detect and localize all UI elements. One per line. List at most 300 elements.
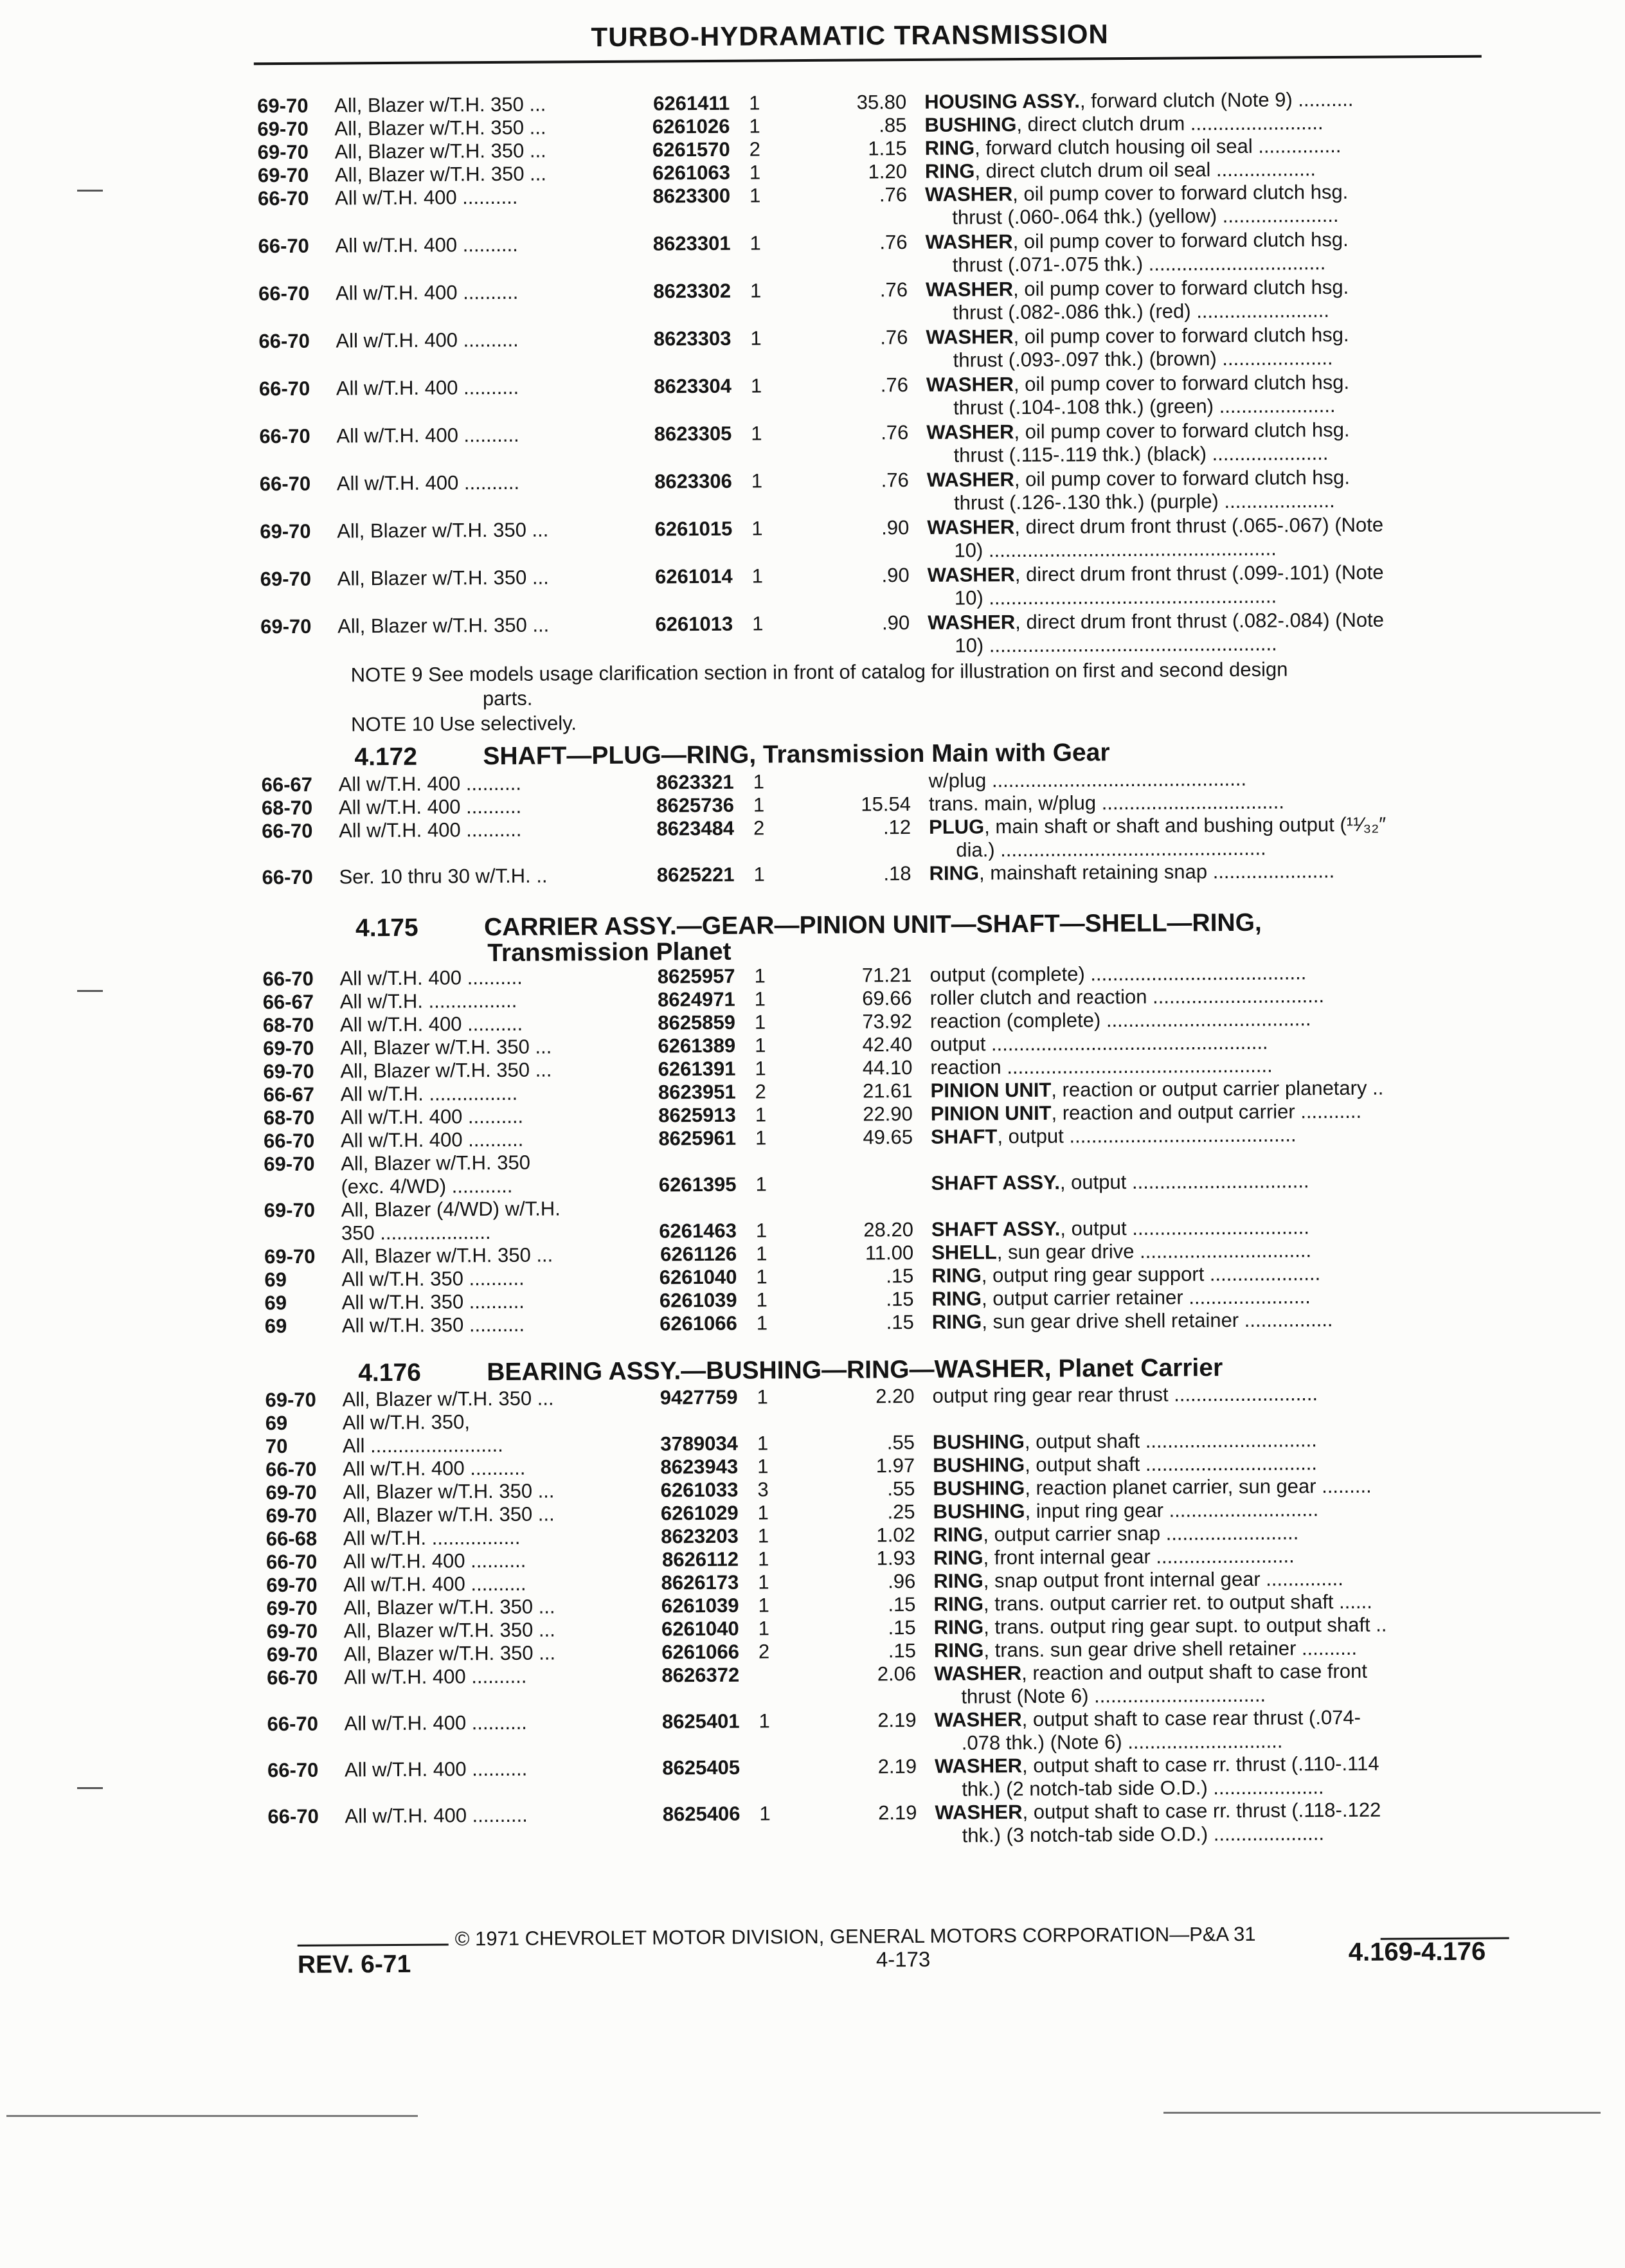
model-application: All, Blazer w/T.H. 350 ... <box>334 116 546 141</box>
part-number: 8623303 <box>628 327 731 351</box>
part-name: WASHER <box>925 183 1012 206</box>
quantity: 1 <box>751 517 762 540</box>
model-years: 66-70 <box>265 1458 317 1481</box>
part-detail: , direct clutch drum oil seal .................. <box>974 158 1316 182</box>
part-detail: , reaction and output carrier ........... <box>1051 1100 1361 1124</box>
quantity: 1 <box>757 1455 768 1478</box>
part-description <box>925 134 1342 160</box>
section-title: CARRIER ASSY.—GEAR—PINION UNIT—SHAFT—SHELL—RING, <box>484 909 1262 941</box>
parts-row <box>0 274 1620 309</box>
model-years: 66-70 <box>259 377 310 401</box>
part-number: 6261463 <box>634 1220 737 1243</box>
model-years: 66-70 <box>258 187 309 210</box>
list-price: 2.20 <box>808 1385 914 1408</box>
model-years: 66-70 <box>267 1759 319 1782</box>
quantity: 2 <box>753 816 764 840</box>
part-number: 8624971 <box>633 988 735 1012</box>
part-detail: w/plug .............................................. <box>929 768 1247 792</box>
part-number: 6261570 <box>627 138 730 162</box>
quantity: 1 <box>750 279 761 302</box>
quantity: 1 <box>756 1288 767 1311</box>
part-detail: , output shaft ............................... <box>1025 1452 1317 1476</box>
part-detail: output .................................................. <box>930 1031 1268 1056</box>
part-name: WASHER <box>928 563 1015 586</box>
quantity: 1 <box>751 374 762 397</box>
model-application: All w/T.H. 350 .......... <box>341 1267 524 1292</box>
quantity: 1 <box>753 863 764 886</box>
part-name: RING <box>933 1569 983 1592</box>
part-description-cont: thrust (.071-.075 thk.) ................................ <box>953 251 1326 277</box>
list-price <box>807 1195 913 1196</box>
part-name: WASHER <box>928 611 1015 634</box>
model-application: All, Blazer w/T.H. 350 ... <box>343 1479 554 1504</box>
quantity: 1 <box>749 91 760 114</box>
part-detail: , output shaft to case rr. thrust (.118-.122 <box>1022 1799 1381 1823</box>
margin-punch-mark <box>77 1787 103 1789</box>
model-years: 66-67 <box>262 773 313 797</box>
model-years: 69-70 <box>266 1504 318 1527</box>
part-number: 6261411 <box>627 92 730 116</box>
model-application: All, Blazer w/T.H. 350 ... <box>337 518 548 543</box>
quantity: 1 <box>757 1432 768 1455</box>
quantity: 1 <box>755 987 766 1011</box>
part-description <box>928 561 1384 587</box>
quantity: 1 <box>759 1617 769 1640</box>
model-application: 350 .................... <box>341 1221 491 1245</box>
part-description <box>926 371 1349 397</box>
part-number: 6261029 <box>636 1502 739 1526</box>
part-name: HOUSING ASSY. <box>924 89 1080 113</box>
model-application: All w/T.H. ................ <box>340 989 517 1014</box>
quantity: 1 <box>756 1242 767 1265</box>
section-title: SHAFT—PLUG—RING, Transmission Main with Gear <box>483 739 1109 770</box>
quantity: 1 <box>751 469 762 492</box>
part-name: WASHER <box>925 230 1012 253</box>
list-price: 1.15 <box>801 137 907 161</box>
part-description-cont: dia.) ................................................ <box>956 837 1266 862</box>
part-description <box>926 276 1349 302</box>
section-heading-4-176 <box>358 1354 1223 1387</box>
model-years: 69-70 <box>258 164 309 187</box>
section-heading-4-175 <box>355 909 1262 943</box>
model-years: 69-70 <box>267 1620 318 1643</box>
model-years: 66-70 <box>262 968 314 991</box>
model-application: All w/T.H. 400 .......... <box>339 818 521 843</box>
model-years: 66-70 <box>260 473 311 496</box>
model-years: 68-70 <box>264 1106 315 1130</box>
model-application: All, Blazer w/T.H. 350 ... <box>341 1243 553 1268</box>
model-years: 69 <box>265 1315 287 1338</box>
parts-row <box>0 512 1621 547</box>
revision-label: REV. 6-71 <box>298 1950 411 1979</box>
part-number: 6261066 <box>634 1312 737 1336</box>
model-application: All w/T.H. 400 .......... <box>336 376 519 401</box>
quantity: 1 <box>750 184 760 207</box>
part-description-cont: thrust (.104-.108 thk.) (green) ..................... <box>953 394 1336 420</box>
part-name: RING <box>931 1264 982 1286</box>
part-detail: trans. main, w/plug ................................. <box>929 791 1284 815</box>
part-number: 6261015 <box>629 518 732 541</box>
part-number: 8625961 <box>633 1127 736 1151</box>
part-detail: , front internal gear ......................... <box>983 1544 1294 1569</box>
model-years: 69-70 <box>260 520 311 543</box>
part-description <box>931 1239 1311 1264</box>
part-name: PINION UNIT <box>931 1079 1052 1102</box>
part-name: RING <box>934 1639 984 1661</box>
part-description <box>934 1637 1357 1662</box>
list-price: .76 <box>801 231 907 255</box>
part-description <box>933 1544 1295 1569</box>
list-price: 69.66 <box>806 987 912 1011</box>
quantity: 1 <box>756 1219 767 1242</box>
model-years: 69 <box>265 1412 288 1435</box>
section-heading-4-172 <box>354 739 1109 771</box>
part-description <box>924 111 1323 137</box>
quantity: 1 <box>758 1501 769 1524</box>
part-description-cont: 10) .................................................... <box>955 585 1277 610</box>
quantity: 1 <box>757 1385 768 1408</box>
parts-list-4-175 <box>0 0 1618 5</box>
part-number: 8625401 <box>636 1710 739 1734</box>
part-description <box>933 1428 1317 1454</box>
part-detail: , output carrier retainer ...................... <box>982 1285 1311 1310</box>
list-price: 22.90 <box>807 1102 913 1126</box>
model-years: 69-70 <box>264 1153 315 1176</box>
model-application: All w/T.H. 400 .......... <box>337 471 519 496</box>
part-detail: , direct drum front thrust (.065-.067) (Note <box>1014 514 1383 539</box>
parts-row <box>0 858 1624 893</box>
parts-row <box>4 1797 1625 1832</box>
part-number: 8623321 <box>631 771 734 795</box>
model-application: All, Blazer w/T.H. 350 ... <box>340 1035 552 1059</box>
part-number: 8626173 <box>636 1571 739 1595</box>
part-detail: , sun gear drive shell retainer ................ <box>982 1308 1333 1333</box>
model-years: 68-70 <box>263 1014 314 1037</box>
part-description <box>934 1660 1367 1686</box>
part-detail: , input ring gear ........................... <box>1025 1498 1318 1522</box>
quantity: 1 <box>755 1173 766 1196</box>
part-description <box>929 961 1306 987</box>
part-name: WASHER <box>927 468 1014 491</box>
model-years: 69-70 <box>265 1481 317 1504</box>
quantity: 1 <box>751 422 762 445</box>
part-description <box>927 466 1350 492</box>
model-application: All w/T.H. ................ <box>341 1082 518 1106</box>
part-description <box>933 1475 1371 1500</box>
part-detail: , oil pump cover to forward clutch hsg. <box>1014 371 1349 395</box>
part-detail: , output ................................ <box>1060 1169 1309 1193</box>
list-price: 21.61 <box>807 1079 913 1103</box>
part-detail: output (complete) ....................................... <box>929 961 1306 986</box>
part-description <box>930 984 1325 1010</box>
model-years: 66-70 <box>267 1713 319 1736</box>
parts-row <box>0 226 1620 262</box>
list-price: 15.54 <box>805 793 911 816</box>
part-name: WASHER <box>935 1801 1022 1824</box>
part-detail: , oil pump cover to forward clutch hsg. <box>1012 181 1348 205</box>
part-detail: output ring gear rear thrust .......................... <box>932 1382 1318 1407</box>
part-number <box>635 1409 738 1410</box>
part-detail: , output ring gear support .................... <box>982 1262 1320 1286</box>
part-detail: , oil pump cover to forward clutch hsg. <box>1014 419 1349 443</box>
list-price: .15 <box>807 1264 913 1288</box>
part-detail: , trans. output ring gear supt. to output shaft .. <box>983 1614 1387 1639</box>
quantity: 1 <box>758 1571 769 1594</box>
list-price: 73.92 <box>806 1010 912 1034</box>
list-price: 1.97 <box>809 1454 915 1478</box>
list-price: .15 <box>810 1639 916 1663</box>
part-name: RING <box>925 136 975 159</box>
model-application: (exc. 4/WD) ........... <box>341 1174 512 1199</box>
parts-list-4-172 <box>0 0 1618 5</box>
part-detail: , trans. output carrier ret. to output shaft ...... <box>983 1590 1372 1616</box>
model-application: All w/T.H. 400 .......... <box>340 1013 523 1037</box>
part-description <box>932 1308 1333 1334</box>
list-price: 2.19 <box>811 1755 917 1779</box>
part-detail: , snap output front internal gear .............. <box>983 1567 1343 1592</box>
quantity: 2 <box>759 1640 769 1663</box>
part-description <box>933 1521 1299 1546</box>
model-application: All w/T.H. 400 .......... <box>343 1457 525 1481</box>
part-description <box>933 1452 1317 1477</box>
list-price: .76 <box>801 183 907 207</box>
part-detail: , output shaft to case rr. thrust (.110-.114 <box>1022 1752 1379 1777</box>
part-name: RING <box>933 1592 983 1615</box>
part-description <box>934 1614 1387 1639</box>
list-price: .96 <box>809 1570 915 1594</box>
model-years: 66-70 <box>262 820 313 843</box>
part-detail: , output shaft to case rear thrust (.074- <box>1022 1706 1361 1731</box>
part-description <box>930 1007 1311 1033</box>
part-name: RING <box>932 1310 982 1333</box>
model-years: 69-70 <box>266 1574 318 1597</box>
model-years: 69-70 <box>265 1389 316 1412</box>
part-description <box>927 514 1383 539</box>
quantity: 1 <box>753 770 764 793</box>
model-years: 69-70 <box>263 1060 314 1083</box>
list-price: .15 <box>808 1311 914 1335</box>
part-description <box>929 768 1247 793</box>
part-description-cont: .078 thk.) (Note 6) ............................ <box>962 1730 1283 1755</box>
quantity: 1 <box>750 161 760 184</box>
part-description-cont: thrust (.126-.130 thk.) (purple) .................... <box>954 489 1335 515</box>
part-number: 8623302 <box>628 280 731 303</box>
quantity: 1 <box>759 1709 769 1733</box>
part-detail: , reaction or output carrier planetary .. <box>1051 1077 1383 1101</box>
margin-punch-mark <box>77 190 103 192</box>
list-price: 2.06 <box>810 1662 916 1686</box>
model-application: All, Blazer w/T.H. 350 ... <box>335 140 546 164</box>
copyright-notice: © 1971 CHEVROLET MOTOR DIVISION, GENERAL MOTORS CORPORATION—P&A 31 <box>455 1923 1256 1951</box>
page-title: TURBO-HYDRAMATIC TRANSMISSION <box>591 19 1108 53</box>
note-10: NOTE 10 Use selectively. <box>351 712 577 736</box>
model-years: 70 <box>265 1435 288 1458</box>
quantity: 1 <box>755 1011 766 1034</box>
model-application: All w/T.H. 400 .......... <box>341 1105 523 1130</box>
model-application: All, Blazer w/T.H. 350 ... <box>343 1595 555 1619</box>
model-years: 69-70 <box>257 118 309 141</box>
part-name: SHELL <box>931 1241 997 1264</box>
part-name: WASHER <box>926 325 1013 348</box>
part-number: 6261389 <box>633 1034 735 1058</box>
part-number: 8623301 <box>627 232 730 256</box>
model-years: 66-70 <box>267 1805 319 1828</box>
part-description-cont: thrust (.060-.064 thk.) (yellow) ..................... <box>952 204 1338 230</box>
list-price: .55 <box>809 1477 915 1501</box>
part-number: 6261033 <box>635 1479 738 1502</box>
part-description <box>928 609 1384 634</box>
part-detail: , oil pump cover to forward clutch hsg. <box>1013 276 1349 300</box>
part-detail: , main shaft or shaft and bushing output (¹¹⁄₃₂″ <box>984 813 1386 838</box>
quantity: 2 <box>755 1080 766 1103</box>
part-detail: , reaction and output shaft to case front <box>1021 1660 1367 1684</box>
part-name: RING <box>929 861 979 884</box>
part-number: 6261026 <box>627 115 730 139</box>
parts-list-4-176 <box>0 0 1618 5</box>
part-description <box>931 1285 1310 1311</box>
section-title-line-2: Transmission Planet <box>487 938 732 968</box>
part-detail: , mainshaft retaining snap ...................... <box>979 860 1334 884</box>
part-name: BUSHING <box>933 1454 1025 1477</box>
part-description <box>930 1054 1273 1079</box>
part-description <box>929 791 1284 816</box>
quantity: 1 <box>750 327 761 350</box>
part-number: 8626112 <box>636 1548 739 1572</box>
part-description <box>934 1706 1361 1732</box>
list-price: .12 <box>805 816 911 840</box>
part-description <box>924 88 1353 114</box>
model-application: All w/T.H. 400 .......... <box>344 1665 526 1689</box>
part-number: 8623203 <box>636 1525 739 1549</box>
part-number: 6261040 <box>636 1617 739 1641</box>
part-name: WASHER <box>926 420 1014 444</box>
parts-row <box>0 369 1621 404</box>
model-application: All w/T.H. 400 .......... <box>339 772 521 797</box>
part-description <box>929 860 1334 885</box>
part-detail: , oil pump cover to forward clutch hsg. <box>1014 466 1350 491</box>
part-detail: , output ................................ <box>1060 1216 1309 1239</box>
part-description-cont: thrust (.082-.086 thk.) (red) ........................ <box>953 299 1329 325</box>
part-description-cont: thrust (Note 6) ............................... <box>961 1684 1266 1709</box>
part-name: RING <box>925 159 975 182</box>
part-detail: , oil pump cover to forward clutch hsg. <box>1013 228 1349 253</box>
model-application: All, Blazer w/T.H. 350 ... <box>344 1641 555 1666</box>
parts-row <box>0 417 1621 452</box>
model-years: 69-70 <box>267 1643 318 1666</box>
part-description <box>926 419 1349 444</box>
part-description <box>925 181 1348 206</box>
model-application: All w/T.H. 400 .......... <box>345 1758 527 1782</box>
part-detail: , direct drum front thrust (.082-.084) (Note <box>1015 609 1384 634</box>
quantity: 1 <box>754 964 765 987</box>
model-application: All w/T.H. 400 .......... <box>336 424 519 448</box>
part-name: BUSHING <box>933 1500 1025 1523</box>
model-years: 66-70 <box>259 425 310 448</box>
model-application: All w/T.H. 400 .......... <box>336 328 518 353</box>
list-price: 28.20 <box>807 1218 913 1242</box>
part-number: 3789034 <box>635 1432 738 1456</box>
list-price: .76 <box>802 421 908 445</box>
part-name: WASHER <box>935 1754 1022 1778</box>
page-number: 4-173 <box>876 1947 931 1972</box>
part-number: 6261126 <box>634 1243 737 1266</box>
part-description <box>931 1100 1361 1126</box>
model-years: 69-70 <box>266 1597 318 1620</box>
model-application: All, Blazer w/T.H. 350 ... <box>334 93 546 118</box>
part-description <box>935 1799 1381 1824</box>
model-years: 69 <box>265 1292 287 1315</box>
part-detail: , output carrier snap ........................ <box>983 1521 1298 1545</box>
list-price: .90 <box>803 516 909 540</box>
model-application: All w/T.H. 400 .......... <box>339 966 522 991</box>
part-description <box>933 1567 1343 1593</box>
part-number: 6261013 <box>630 613 733 636</box>
parts-row <box>0 321 1621 357</box>
part-description <box>931 1216 1309 1241</box>
section-title: BEARING ASSY.—BUSHING—RING—WASHER, Planet Carrier <box>487 1354 1223 1386</box>
part-description <box>931 1262 1320 1288</box>
list-price: .76 <box>802 278 908 302</box>
part-description <box>925 228 1348 254</box>
quantity: 1 <box>755 1126 766 1149</box>
part-number: 9427759 <box>634 1386 737 1410</box>
part-name: RING <box>933 1523 983 1545</box>
model-application: All w/T.H. 400 .......... <box>339 795 521 820</box>
model-application: All, Blazer w/T.H. 350 ... <box>343 1502 555 1527</box>
model-application: All, Blazer w/T.H. 350 ... <box>337 613 549 638</box>
part-detail: reaction (complete) ..................................... <box>930 1007 1311 1032</box>
model-application: All, Blazer (4/WD) w/T.H. <box>341 1197 561 1221</box>
part-number: 8625406 <box>637 1803 740 1826</box>
section-range: 4.169-4.176 <box>1349 1938 1486 1967</box>
part-name: WASHER <box>926 373 1014 396</box>
section-number: 4.172 <box>354 742 483 771</box>
list-price: .18 <box>805 862 911 886</box>
part-number: 8623304 <box>629 375 732 399</box>
part-number: 8623300 <box>627 184 730 208</box>
list-price: 1.02 <box>809 1524 915 1547</box>
model-application: All w/T.H. 350 .......... <box>342 1313 525 1338</box>
part-description <box>935 1752 1379 1778</box>
part-number <box>634 1196 737 1197</box>
part-detail: roller clutch and reaction ............................... <box>930 984 1325 1009</box>
list-price: .76 <box>803 469 909 492</box>
part-description-cont: thrust (.093-.097 thk.) (brown) .................... <box>953 346 1333 372</box>
part-number: 8625913 <box>633 1104 736 1128</box>
model-application: Ser. 10 thru 30 w/T.H. .. <box>339 865 547 889</box>
model-years: 69-70 <box>263 1037 314 1060</box>
model-application: All w/T.H. 400 .......... <box>335 186 517 210</box>
model-application: All, Blazer w/T.H. 350 <box>341 1151 530 1176</box>
part-detail: reaction ................................................ <box>930 1054 1273 1079</box>
model-years: 66-67 <box>264 1083 315 1106</box>
model-application: All, Blazer w/T.H. 350 ... <box>344 1618 555 1643</box>
model-application: All w/T.H. 400 .......... <box>343 1572 526 1597</box>
model-years: 69-70 <box>258 141 309 164</box>
part-description <box>933 1590 1372 1616</box>
part-detail: , forward clutch housing oil seal ............... <box>974 134 1342 159</box>
list-price: .15 <box>810 1616 916 1640</box>
part-name: RING <box>933 1546 983 1569</box>
model-application: All w/T.H. 400 .......... <box>345 1711 527 1736</box>
model-years: 69-70 <box>264 1245 316 1268</box>
parts-row <box>0 464 1621 500</box>
part-name: SHAFT ASSY. <box>931 1171 1060 1194</box>
model-years: 69-70 <box>260 615 312 638</box>
part-name: RING <box>934 1616 984 1638</box>
list-price: 35.80 <box>800 91 906 114</box>
quantity: 1 <box>753 793 764 816</box>
